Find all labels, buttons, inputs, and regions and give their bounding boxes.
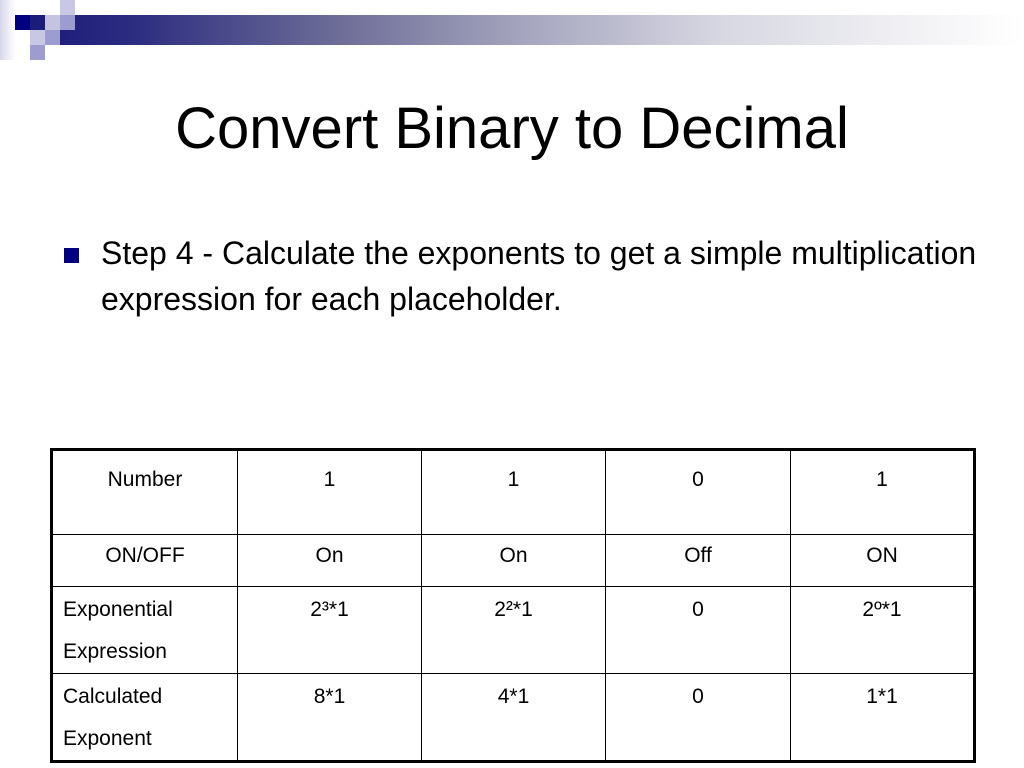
row-label-line: Expression: [63, 640, 167, 663]
table-cell: 0: [606, 587, 791, 674]
table-cell: 2º*1: [791, 587, 975, 674]
table-cell: Off: [606, 535, 791, 587]
table-cell: ON: [791, 535, 975, 587]
table-cell: 4*1: [422, 674, 606, 762]
table-cell: 1*1: [791, 674, 975, 762]
table-cell: 1: [238, 450, 422, 535]
table-cell: 1: [791, 450, 975, 535]
binary-conversion-table: [50, 448, 976, 763]
decorative-banner: [0, 0, 1024, 70]
table-cell: 2²*1: [422, 587, 606, 674]
row-label: Number: [52, 450, 238, 535]
table-cell: On: [238, 535, 422, 587]
table-cell: 0: [606, 674, 791, 762]
bullet-text: Step 4 - Calculate the exponents to get a simple multiplication expression for each placeholder.: [101, 235, 977, 317]
row-label: ON/OFF: [52, 535, 238, 587]
row-label-line: Calculated: [63, 685, 163, 708]
row-label: [52, 674, 238, 762]
table-cell: 2³*1: [238, 587, 422, 674]
banner-square-icon: [15, 15, 30, 30]
banner-square-icon: [30, 45, 45, 60]
table-row-exponential-expression: [52, 587, 975, 674]
table-cell: 1: [422, 450, 606, 535]
banner-square-icon: [60, 0, 75, 15]
table-row-on-off: [52, 535, 975, 587]
slide-title: Convert Binary to Decimal: [175, 96, 849, 161]
table-cell: 0: [606, 450, 791, 535]
banner-gradient-bar: [30, 15, 1024, 45]
banner-fade: [0, 0, 15, 60]
banner-square-icon: [45, 15, 60, 30]
row-label-line: Exponent: [63, 727, 152, 750]
table-row-number: [52, 450, 975, 535]
banner-square-icon: [60, 15, 75, 30]
table-cell: 8*1: [238, 674, 422, 762]
row-label: [52, 587, 238, 674]
banner-square-icon: [30, 30, 45, 45]
row-label-line: Exponential: [63, 598, 173, 621]
table-cell: On: [422, 535, 606, 587]
square-bullet-icon: [64, 248, 79, 263]
banner-square-icon: [45, 30, 60, 45]
table-row-calculated-exponent: [52, 674, 975, 762]
